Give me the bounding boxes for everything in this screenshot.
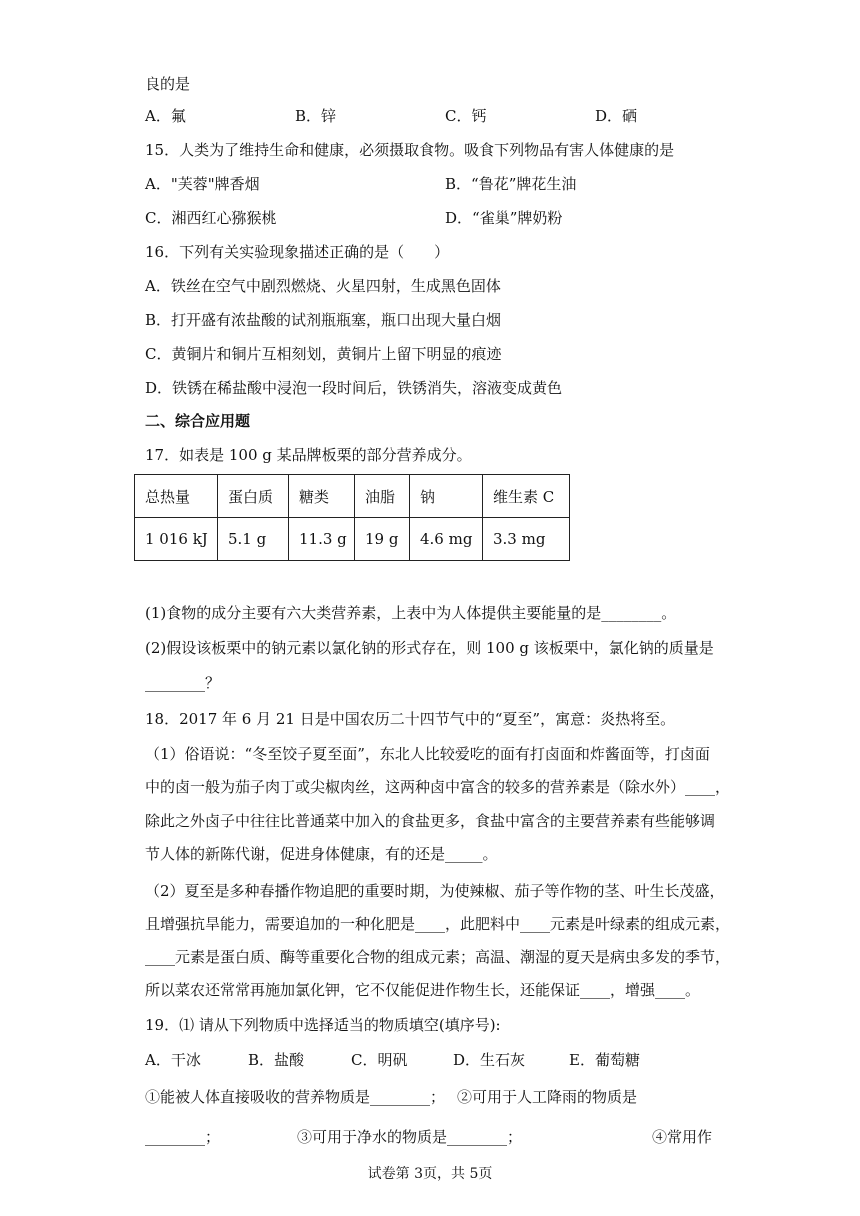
q19-line: ②可用于人工降雨的物质是: [457, 1088, 638, 1106]
table-header-cell: 钠: [410, 475, 483, 518]
q14-option-d: D．硒: [595, 107, 638, 125]
table-cell: 11.3 g: [289, 518, 355, 561]
table-cell: 19 g: [355, 518, 410, 561]
section-title: 二、综合应用题: [145, 412, 251, 430]
q16-option-c: C．黄铜片和铜片互相刻划，黄铜片上留下明显的痕迹: [145, 345, 502, 363]
table-header-cell: 糖类: [289, 475, 355, 518]
q18-p1-line: （1）俗语说：“冬至饺子夏至面”，东北人比较爱吃的面有打卤面和炸酱面等，打卤面: [145, 745, 710, 763]
q15-option-b: B．“鲁花”牌花生油: [445, 175, 577, 193]
q19-line: ③可用于净水的物质是________；: [297, 1128, 523, 1146]
q18-p2-line: 且增强抗旱能力，需要追加的一种化肥是____，此肥料中____元素是叶绿素的组成元素，: [145, 915, 731, 933]
q15-stem: 15．人类为了维持生命和健康，必须摄取食物。吸食下列物品有害人体健康的是: [145, 141, 675, 159]
q17-stem: 17．如表是 100 g 某品牌板栗的部分营养成分。: [145, 446, 472, 464]
q16-option-b: B．打开盛有浓盐酸的试剂瓶瓶塞，瓶口出现大量白烟: [145, 311, 502, 329]
nutrition-table: [134, 474, 570, 561]
q14-option-c: C．钙: [445, 107, 487, 125]
q19-option-b: B．盐酸: [248, 1051, 305, 1069]
q19-option-c: C．明矾: [351, 1051, 408, 1069]
q18-p1-line: 节人体的新陈代谢，促进身体健康，有的还是_____。: [145, 845, 498, 863]
table-cell: 4.6 mg: [410, 518, 483, 561]
q19-line: ④常用作: [652, 1128, 713, 1146]
q18-p2-line: （2）夏至是多种春播作物追肥的重要时期，为使辣椒、茄子等作物的茎、叶生长茂盛，: [145, 882, 725, 900]
table-header-cell: 蛋白质: [218, 475, 289, 518]
q19-option-e: E．葡萄糖: [569, 1051, 640, 1069]
q17-sub1: (1)食物的成分主要有六大类营养素，上表中为人体提供主要能量的是________。: [145, 604, 677, 622]
table-header-cell: 总热量: [135, 475, 218, 518]
q18-p2-line: 所以菜农还常常再施加氯化钾，它不仅能促进作物生长，还能保证____，增强____。: [145, 981, 701, 999]
q16-stem: 16．下列有关实验现象描述正确的是（ ）: [145, 243, 450, 261]
table-header-cell: 维生素 C: [483, 475, 570, 518]
q15-option-c: C．湘西红心猕猴桃: [145, 209, 277, 227]
q16-option-d: D．铁锈在稀盐酸中浸泡一段时间后，铁锈消失，溶液变成黄色: [145, 379, 563, 397]
q15-option-d: D．“雀巢”牌奶粉: [445, 209, 563, 227]
table-header-row: [135, 475, 570, 518]
table-header-cell: 油脂: [355, 475, 410, 518]
table-row: [135, 518, 570, 561]
q14-option-b: B．锌: [295, 107, 337, 125]
question-fragment: 良的是: [145, 75, 191, 93]
q18-stem: 18．2017 年 6 月 21 日是中国农历二十四节气中的“夏至”，寓意：炎热将至。: [145, 710, 676, 728]
q19-option-a: A．干冰: [145, 1051, 201, 1069]
q17-sub2-blank: ________？: [145, 674, 221, 692]
q15-option-a: A．"芙蓉"牌香烟: [145, 175, 260, 193]
q14-option-a: A．氟: [145, 107, 186, 125]
q19-line: ________；: [145, 1128, 221, 1146]
table-cell: 3.3 mg: [483, 518, 570, 561]
table-cell: 5.1 g: [218, 518, 289, 561]
q18-p2-line: ____元素是蛋白质、酶等重要化合物的组成元素；高温、潮湿的夏天是病虫多发的季节，: [145, 948, 731, 966]
table-cell: 1 016 kJ: [135, 518, 218, 561]
q19-line: ①能被人体直接吸收的营养物质是________；: [145, 1088, 446, 1106]
q17-sub2: (2)假设该板栗中的钠元素以氯化钠的形式存在，则 100 g 该板栗中，氯化钠的质量是: [145, 639, 714, 657]
q19-stem: 19．⑴ 请从下列物质中选择适当的物质填空(填序号):: [145, 1016, 501, 1034]
q19-option-d: D．生石灰: [453, 1051, 526, 1069]
q16-option-a: A．铁丝在空气中剧烈燃烧、火星四射，生成黑色固体: [145, 277, 501, 295]
q18-p1-line: 中的卤一般为茄子肉丁或尖椒肉丝，这两种卤中富含的较多的营养素是（除水外）____，: [145, 778, 731, 796]
q18-p1-line: 除此之外卤子中往往比普通菜中加入的食盐更多，食盐中富含的主要营养素有些能够调: [145, 812, 716, 830]
page-footer: 试卷第 3页，共 5页: [367, 1166, 493, 1182]
